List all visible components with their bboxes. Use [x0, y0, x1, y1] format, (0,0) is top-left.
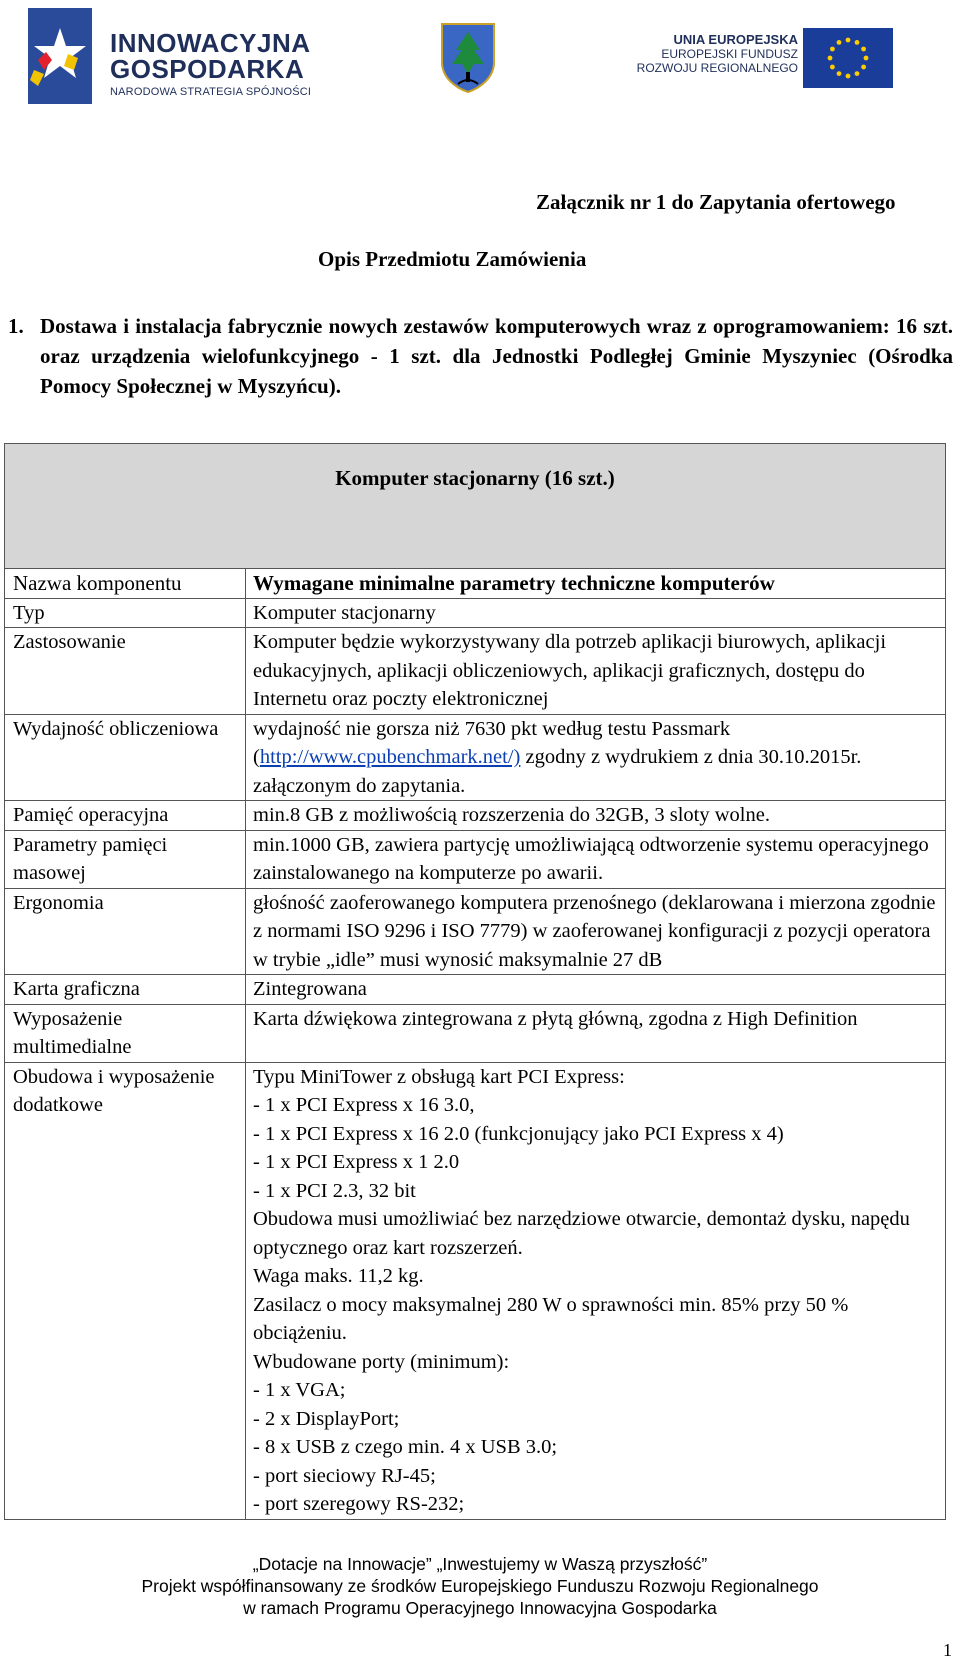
row-value: min.1000 GB, zawiera partycję umożliwiającą odtworzenie systemu operacyjnego zainstalowanego na komputerze po awarii.	[246, 830, 946, 888]
page-footer	[0, 1553, 960, 1619]
section-heading	[8, 311, 953, 401]
table-row	[5, 975, 946, 1005]
value-prefix: wydajność nie gorsza niż 7630 pkt według testu Passmark (	[253, 717, 731, 768]
table-row	[5, 628, 946, 715]
table-row	[5, 801, 946, 831]
footer-line3: w ramach Programu Operacyjnego Innowacyjna Gospodarka	[243, 1598, 717, 1618]
row-name: Karta graficzna	[5, 975, 246, 1005]
value-suffix: zgodny z wydrukiem z dnia 30.10.2015r. załączonym do zapytania.	[253, 746, 862, 797]
eu-logo-line2: EUROPEJSKI FUNDUSZ	[661, 47, 798, 61]
row-value: min.8 GB z możliwością rozszerzenia do 32GB, 3 sloty wolne.	[246, 801, 946, 831]
table-row	[5, 714, 946, 801]
myszyniec-coat-of-arms-icon	[440, 22, 496, 94]
annex-label: Załącznik nr 1 do Zapytania ofertowego	[536, 190, 896, 214]
row-value: Komputer będzie wykorzystywany dla potrzeb aplikacji biurowych, aplikacji edukacyjnych, aplikacji obliczeniowych, aplikacji graficznych, dostępu do Internetu oraz poczty elektronicznej	[246, 628, 946, 715]
eu-logo-line1: UNIA EUROPEJSKA	[673, 32, 798, 47]
spec-table	[4, 443, 946, 1520]
row-value: Zintegrowana	[246, 975, 946, 1005]
row-name: Ergonomia	[5, 888, 246, 975]
table-title: Komputer stacjonarny (16 szt.)	[5, 444, 946, 569]
row-name: Parametry pamięci masowej	[5, 830, 246, 888]
ig-logo-line3: NARODOWA STRATEGIA SPÓJNOŚCI	[110, 86, 312, 98]
table-title-row	[5, 444, 946, 569]
section-number: 1.	[8, 314, 24, 338]
table-row	[5, 1004, 946, 1062]
row-name: Obudowa i wyposażenie dodatkowe	[5, 1062, 246, 1519]
eu-flag-icon	[803, 28, 893, 88]
row-value: Typu MiniTower z obsługą kart PCI Express: - 1 x PCI Express x 16 3.0, - 1 x PCI Express x 16 2.0 (funkcjonujący jako PCI Express x 4) - 1 x PCI Express x 1 2.0 - 1 x PCI 2.3, 32 bit Obudowa musi umożliwiać bez narzędziowe otwarcie, demontaż dysku, napędu optycznego oraz kart rozszerzeń. Waga maks. 11,2 kg. Zasilacz o mocy maksymalnej 280 W o sprawności min. 85% przy 50 % obciążeniu. Wbudowane porty (minimum): - 1 x VGA; - 2 x DisplayPort; - 8 x USB z czego min. 4 x USB 3.0; - port sieciowy RJ-45; - port szeregowy RS-232;	[246, 1062, 946, 1519]
row-value	[246, 714, 946, 801]
table-header-row	[5, 569, 946, 599]
ig-logo-line1: INNOWACYJNA	[110, 28, 311, 58]
table-row	[5, 830, 946, 888]
page-header	[0, 0, 960, 110]
ig-logo-line2: GOSPODARKA	[110, 54, 305, 84]
footer-line1: „Dotacje na Innowacje” „Inwestujemy w Waszą przyszłość”	[252, 1554, 708, 1574]
eu-logo-text	[600, 32, 798, 75]
col-header-name: Nazwa komponentu	[5, 569, 246, 599]
row-value: Karta dźwiękowa zintegrowana z płytą główną, zgodna z High Definition	[246, 1004, 946, 1062]
section-text: Dostawa i instalacja fabrycznie nowych zestawów komputerowych wraz z oprogramowaniem: 16 szt. oraz urządzenia wielofunkcyjnego - 1 szt. dla Jednostki Podległej Gminie Myszyniec (Ośrodka Pomocy Społecznej w Myszyńcu).	[40, 314, 953, 398]
col-header-requirements: Wymagane minimalne parametry techniczne komputerów	[246, 569, 946, 599]
innowacyjna-gospodarka-logo	[28, 8, 328, 104]
table-row	[5, 598, 946, 628]
row-name: Pamięć operacyjna	[5, 801, 246, 831]
row-value: głośność zaoferowanego komputera przenośnego (deklarowana i mierzona zgodnie z normami ISO 9296 i ISO 7779) w zaoferowanej konfiguracji z pozycji operatora w trybie „idle” musi wynosić maksymalnie 27 dB	[246, 888, 946, 975]
row-name: Zastosowanie	[5, 628, 246, 715]
document-title: Opis Przedmiotu Zamówienia	[318, 247, 587, 271]
row-name: Wyposażenie multimedialne	[5, 1004, 246, 1062]
eu-logo-line3: ROZWOJU REGIONALNEGO	[636, 61, 798, 75]
footer-line2: Projekt współfinansowany ze środków Europejskiego Funduszu Rozwoju Regionalnego	[141, 1576, 819, 1596]
row-name: Typ	[5, 598, 246, 628]
page-number: 1	[943, 1640, 952, 1660]
ig-star-icon	[28, 8, 92, 104]
passmark-link[interactable]: http://www.cpubenchmark.net/)	[259, 746, 521, 768]
row-name: Wydajność obliczeniowa	[5, 714, 246, 801]
table-row	[5, 1062, 946, 1519]
row-value: Komputer stacjonarny	[246, 598, 946, 628]
table-row	[5, 888, 946, 975]
ig-logo-text	[110, 30, 311, 98]
